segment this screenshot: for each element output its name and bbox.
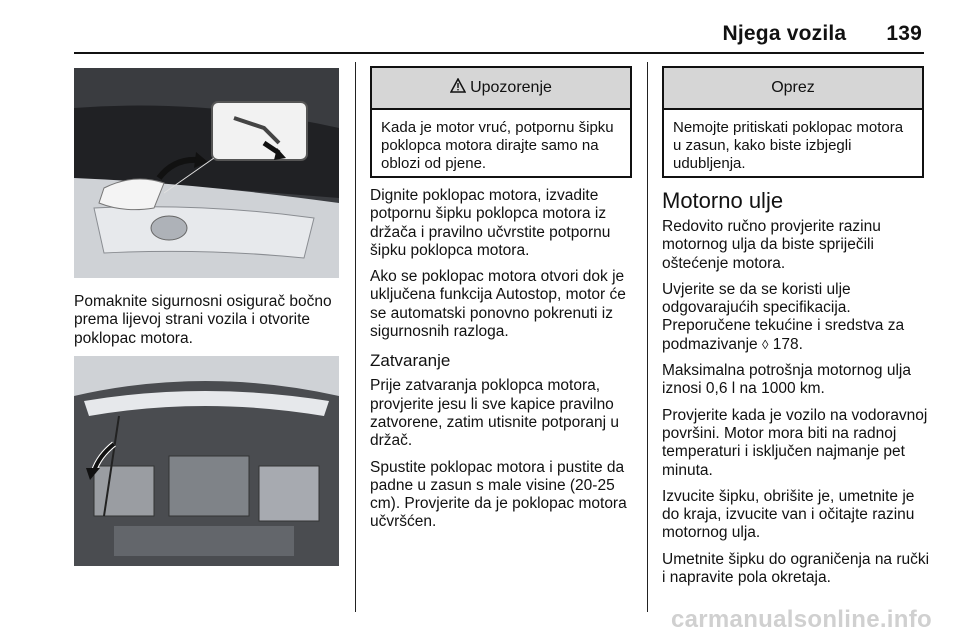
paragraph: Spustite poklopac motora i pustite da padne u zasun s male visine (20-25 cm). Provjerite da je poklopac motora učvršćen.: [370, 458, 627, 531]
warning-box: [370, 66, 632, 178]
warning-header: [372, 68, 630, 110]
caution-header: [664, 68, 922, 110]
paragraph: Ako se poklopac motora otvori dok je uključena funkcija Autostop, motor će se automatski ponovno pokrenuti iz sigurnosnih razloga.: [370, 268, 626, 341]
middle-text: [370, 187, 635, 540]
column-divider-left: [355, 62, 356, 612]
paragraph: Uvjerite se da se koristi ulje odgovarajućih specifikacija.: [662, 280, 851, 317]
hood-latch-illustration: [74, 68, 339, 278]
section-title: Njega vozila: [722, 22, 847, 45]
watermark: carmanualsonline.info: [670, 606, 932, 633]
header-rule: [74, 52, 924, 54]
engine-bay-illustration: [74, 356, 339, 566]
page-ref-icon: ◊: [761, 336, 769, 352]
paragraph: Maksimalna potrošnja motornog ulja iznosi 0,6 l na 1000 km.: [662, 362, 911, 398]
paragraph: Redovito ručno provjerite razinu motornog ulja da biste spriječili oštećenje motora.: [662, 218, 881, 272]
paragraph: Prije zatvaranja poklopca motora, provjerite jesu li sve kapice pravilno zatvorene, zatim utisnite potporanj u držač.: [370, 377, 619, 450]
closing-heading: Zatvaranje: [370, 351, 451, 371]
caution-box: [662, 66, 924, 178]
engine-bay-figure: [74, 356, 339, 566]
paragraph: Izvucite šipku, obrišite je, umetnite je do kraja, izvucite van i očitajte razinu motornog ulja.: [662, 487, 915, 542]
paragraph: Dignite poklopac motora, izvadite potpornu šipku poklopca motora iz držača i pravilno učvrstite potpornu šipku poklopca motora.: [370, 187, 611, 259]
paragraph-with-ref: Preporučene tekućine i sredstva za podmazivanje ◊ 178.: [662, 317, 905, 353]
page-number: 139: [886, 22, 922, 45]
column-divider-right: [647, 62, 648, 612]
page-header: [723, 22, 922, 46]
caution-body: Nemojte pritiskati poklopac motora u zasun, kako biste izbjegli udubljenja.: [673, 119, 904, 172]
paragraph: Umetnite šipku do ograničenja na ručki i napravite pola okretaja.: [662, 550, 930, 587]
caution-title: Oprez: [771, 79, 815, 96]
warning-title: Upozorenje: [470, 79, 552, 96]
warning-body: Kada je motor vruć, potpornu šipku poklopca motora dirajte samo na oblozi od pjene.: [381, 119, 614, 172]
right-text: [662, 188, 930, 595]
page-ref[interactable]: 178.: [772, 335, 803, 353]
paragraph: Provjerite kada je vozilo na vodoravnoj površini. Motor mora biti na radnoj temperaturi i isključen najmanje pet minuta.: [662, 406, 928, 479]
figure1-caption: Pomaknite sigurnosni osigurač bočno prema lijevoj strani vozila i otvorite poklopac motora.: [74, 293, 332, 347]
warning-triangle-icon: [450, 78, 466, 98]
section-heading: Motorno ulje: [662, 188, 784, 213]
hood-latch-figure: [74, 68, 339, 278]
